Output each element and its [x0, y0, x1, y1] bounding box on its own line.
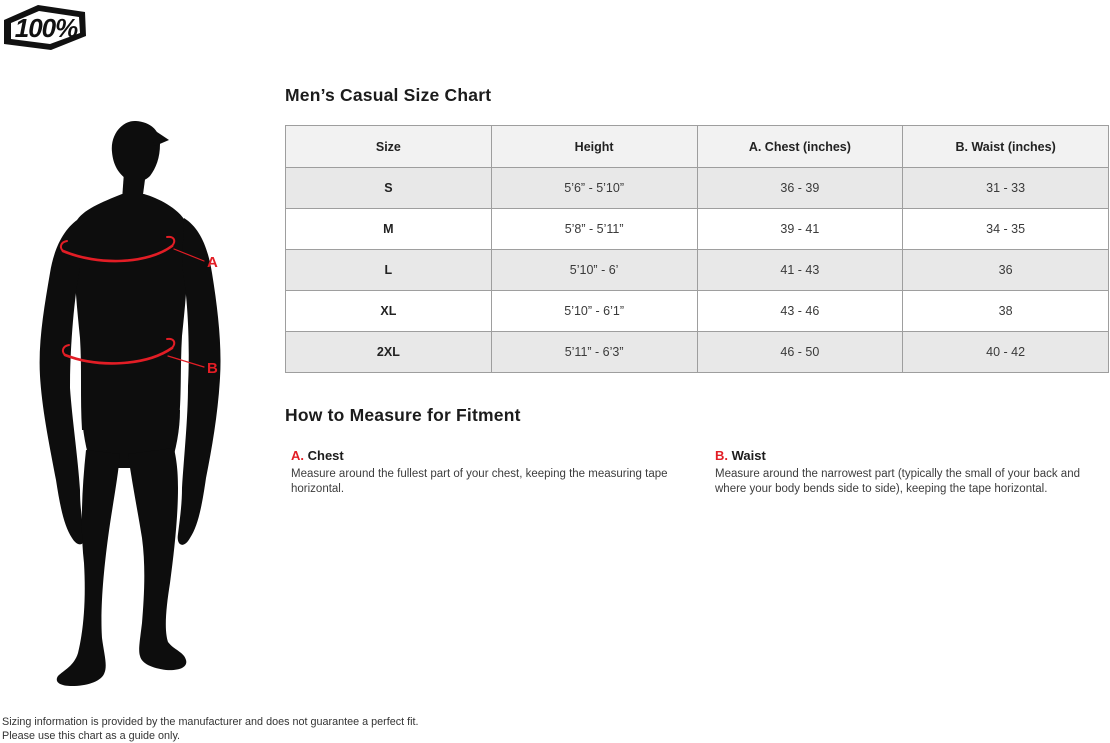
cell-chest: 46 - 50 — [697, 332, 903, 373]
column-header-waist: B. Waist (inches) — [903, 126, 1109, 168]
cell-waist: 36 — [903, 250, 1109, 291]
measure-waist-description: Measure around the narrowest part (typically the small of your back and where your body bends side to side), keeping the tape horizontal. — [715, 468, 1080, 495]
table-row — [286, 250, 1109, 291]
cell-height: 5’8” - 5’11” — [491, 209, 697, 250]
cell-height: 5’10” - 6’1” — [491, 291, 697, 332]
cell-waist: 34 - 35 — [903, 209, 1109, 250]
measure-chest-letter: A. — [291, 448, 304, 463]
measure-chest-block — [291, 448, 683, 497]
column-header-height: Height — [491, 126, 697, 168]
brand-logo-text: 100% — [14, 13, 78, 43]
measure-waist-block — [715, 448, 1107, 497]
cell-chest: 36 - 39 — [697, 168, 903, 209]
column-header-size: Size — [286, 126, 492, 168]
figure-label-a: A — [207, 254, 218, 271]
cell-height: 5’10” - 6’ — [491, 250, 697, 291]
brand-logo-badge-icon — [2, 4, 88, 51]
disclaimer-line-2: Please use this chart as a guide only. — [2, 730, 181, 742]
table-row — [286, 332, 1109, 373]
cell-height: 5’11” - 6’3” — [491, 332, 697, 373]
cell-size: S — [286, 168, 492, 209]
main-content — [285, 85, 1109, 518]
table-row — [286, 168, 1109, 209]
cell-chest: 39 - 41 — [697, 209, 903, 250]
cell-chest: 43 - 46 — [697, 291, 903, 332]
measure-waist-heading — [715, 448, 1107, 463]
measure-columns — [285, 448, 1109, 518]
cell-size: L — [286, 250, 492, 291]
size-chart-table — [285, 125, 1109, 373]
column-header-chest: A. Chest (inches) — [697, 126, 903, 168]
measure-section-title: How to Measure for Fitment — [285, 405, 521, 425]
cell-waist: 40 - 42 — [903, 332, 1109, 373]
table-row — [286, 291, 1109, 332]
table-header-row — [286, 126, 1109, 168]
cell-size: 2XL — [286, 332, 492, 373]
cell-waist: 38 — [903, 291, 1109, 332]
fitment-figure — [28, 118, 233, 693]
cell-chest: 41 - 43 — [697, 250, 903, 291]
measure-chest-label: Chest — [307, 448, 344, 463]
cell-size: XL — [286, 291, 492, 332]
measure-chest-description: Measure around the fullest part of your chest, keeping the measuring tape horizontal. — [291, 468, 668, 495]
cell-size: M — [286, 209, 492, 250]
table-row — [286, 209, 1109, 250]
disclaimer — [2, 715, 419, 743]
cell-waist: 31 - 33 — [903, 168, 1109, 209]
size-chart-title: Men’s Casual Size Chart — [285, 85, 492, 105]
measure-waist-letter: B. — [715, 448, 728, 463]
brand-logo — [2, 4, 88, 51]
disclaimer-line-1: Sizing information is provided by the manufacturer and does not guarantee a perfect fit. — [2, 716, 419, 728]
male-silhouette-icon — [28, 118, 233, 693]
measure-chest-heading — [291, 448, 683, 463]
figure-label-b: B — [207, 360, 218, 377]
measure-waist-label: Waist — [731, 448, 766, 463]
cell-height: 5’6” - 5’10” — [491, 168, 697, 209]
